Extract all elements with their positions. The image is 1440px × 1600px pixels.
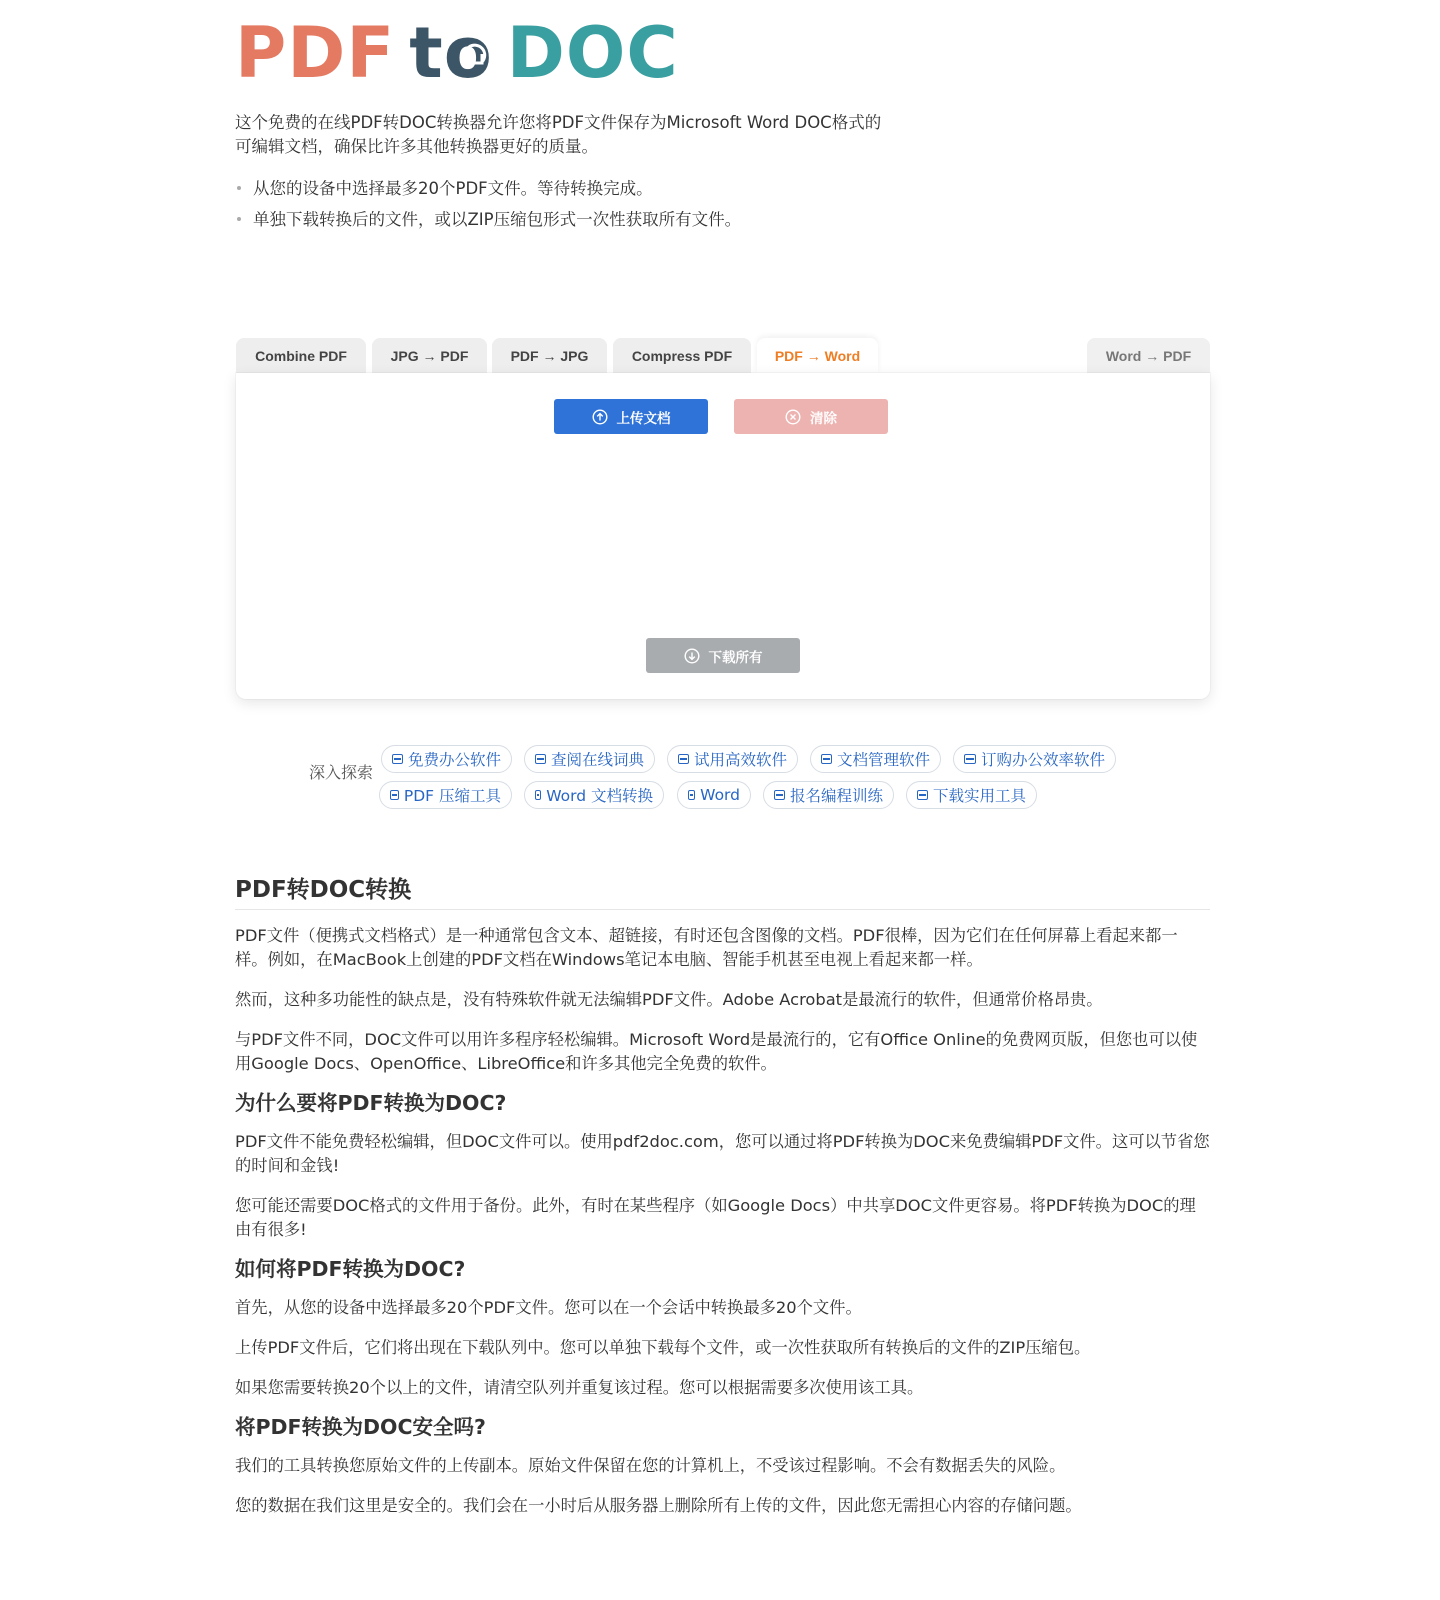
article-paragraph: 上传PDF文件后，它们将出现在下载队列中。您可以单独下载每个文件，或一次性获取所有转换后的文件的ZIP压缩包。 bbox=[235, 1338, 1091, 1357]
converter-panel bbox=[236, 373, 1210, 699]
explore-chip[interactable] bbox=[763, 781, 894, 809]
tool-tabs bbox=[236, 338, 1210, 374]
section-heading-how: 如何将PDF转换为DOC? bbox=[235, 1257, 466, 1281]
site-logo[interactable] bbox=[235, 12, 679, 94]
tab-compress-pdf[interactable]: Compress PDF bbox=[613, 338, 751, 374]
divider bbox=[235, 909, 1210, 910]
explore-chip[interactable] bbox=[810, 745, 941, 773]
article-paragraph: 如果您需要转换20个以上的文件，请清空队列并重复该过程。您可以根据需要多次使用该工具。 bbox=[235, 1378, 924, 1397]
link-icon bbox=[964, 754, 976, 764]
explore-chip[interactable] bbox=[667, 745, 798, 773]
link-icon bbox=[821, 754, 832, 764]
logo-to-label: to bbox=[409, 12, 493, 94]
link-icon bbox=[390, 790, 399, 800]
article-paragraph: 您的数据在我们这里是安全的。我们会在一小时后从服务器上删除所有上传的文件，因此您无需担心内容的存储问题。 bbox=[235, 1496, 1082, 1515]
tab-combine-pdf[interactable]: Combine PDF bbox=[236, 338, 366, 374]
explore-chip[interactable] bbox=[524, 781, 664, 809]
explore-chip-label: PDF 压缩工具 bbox=[403, 787, 501, 805]
link-icon bbox=[678, 754, 689, 764]
feature-item: 从您的设备中选择最多20个PDF文件。等待转换完成。 bbox=[235, 177, 741, 208]
link-icon bbox=[535, 790, 541, 800]
tab-jpg-to-pdf[interactable]: JPG → PDF bbox=[372, 338, 487, 374]
download-all-button-label: 下载所有 bbox=[708, 649, 763, 666]
link-icon bbox=[392, 754, 403, 764]
link-icon bbox=[688, 790, 695, 800]
explore-label: 深入探索 bbox=[309, 763, 374, 782]
logo-doc-text: DOC bbox=[506, 12, 679, 94]
explore-chip-label: 查阅在线词典 bbox=[550, 751, 644, 769]
download-icon bbox=[684, 648, 700, 664]
explore-chip-label: 文档管理软件 bbox=[836, 751, 930, 769]
article-paragraph: 我们的工具转换您原始文件的上传副本。原始文件保留在您的计算机上，不受该过程影响。不会有数据丢失的风险。 bbox=[235, 1456, 1066, 1475]
tab-pdf-to-jpg[interactable]: PDF → JPG bbox=[492, 338, 607, 374]
article-paragraph: 然而，这种多功能性的缺点是，没有特殊软件就无法编辑PDF文件。Adobe Acrobat是最流行的软件，但通常价格昂贵。 bbox=[235, 990, 1103, 1009]
link-icon bbox=[535, 754, 546, 764]
feature-list bbox=[235, 177, 741, 239]
download-all-button[interactable] bbox=[646, 638, 800, 673]
article-paragraph: 首先，从您的设备中选择最多20个PDF文件。您可以在一个会话中转换最多20个文件。 bbox=[235, 1298, 862, 1317]
explore-chip-label: 下载实用工具 bbox=[932, 787, 1026, 805]
explore-chip-label: 报名编程训练 bbox=[789, 787, 883, 805]
logo-arrow-icon bbox=[460, 40, 490, 70]
link-icon bbox=[774, 790, 785, 800]
article-paragraph: PDF文件（便携式文档格式）是一种通常包含文本、超链接，有时还包含图像的文档。PDF很棒，因为它们在任何屏幕上看起来都一样。例如，在MacBook上创建的PDF文档在Windows笔记本电脑、智能手机甚至电视上看起来都一样。 bbox=[235, 926, 1178, 969]
clear-button-label: 清除 bbox=[810, 410, 837, 427]
article-paragraph: PDF文件不能免费轻松编辑，但DOC文件可以。使用pdf2doc.com，您可以通过将PDF转换为DOC来免费编辑PDF文件。这可以节省您的时间和金钱! bbox=[235, 1132, 1210, 1175]
upload-button[interactable] bbox=[554, 399, 708, 434]
upload-button-label: 上传文档 bbox=[616, 410, 671, 427]
tab-word-to-pdf[interactable]: Word → PDF bbox=[1087, 338, 1210, 374]
explore-chip-label: Word 文档转换 bbox=[546, 787, 653, 805]
tab-pdf-to-word[interactable]: PDF → Word bbox=[757, 338, 878, 374]
section-heading-safe: 将PDF转换为DOC安全吗? bbox=[235, 1415, 486, 1439]
explore-chip-label: Word bbox=[700, 786, 740, 804]
logo-pdf-text: PDF bbox=[235, 12, 396, 94]
logo-to-text bbox=[409, 12, 493, 94]
explore-chip[interactable] bbox=[524, 745, 655, 773]
explore-chip-label: 免费办公软件 bbox=[407, 751, 501, 769]
article-paragraph: 您可能还需要DOC格式的文件用于备份。此外，有时在某些程序（如Google Docs）中共享DOC文件更容易。将PDF转换为DOC的理由有很多! bbox=[235, 1196, 1196, 1239]
clear-icon bbox=[785, 409, 801, 425]
explore-chip[interactable] bbox=[906, 781, 1037, 809]
link-icon bbox=[917, 790, 928, 800]
article bbox=[235, 874, 1210, 1518]
article-paragraph: 与PDF文件不同，DOC文件可以用许多程序轻松编辑。Microsoft Word是最流行的，它有Office Online的免费网页版，但您也可以使用Google Docs、OpenOffice、LibreOffice和许多其他完全免费的软件。 bbox=[235, 1030, 1198, 1073]
explore-chip[interactable] bbox=[381, 745, 512, 773]
intro-text: 这个免费的在线PDF转DOC转换器允许您将PDF文件保存为Microsoft Word DOC格式的可编辑文档，确保比许多其他转换器更好的质量。 bbox=[235, 113, 882, 156]
explore-chip-label: 订购办公效率软件 bbox=[980, 751, 1105, 769]
clear-button[interactable] bbox=[734, 399, 888, 434]
feature-item: 单独下载转换后的文件，或以ZIP压缩包形式一次性获取所有文件。 bbox=[235, 208, 741, 239]
explore-chip-label: 试用高效软件 bbox=[693, 751, 787, 769]
article-title: PDF转DOC转换 bbox=[235, 877, 412, 903]
explore-chip[interactable] bbox=[677, 781, 751, 809]
explore-chip[interactable] bbox=[953, 745, 1116, 773]
upload-icon bbox=[592, 409, 608, 425]
explore-chip[interactable] bbox=[379, 781, 512, 809]
section-heading-why: 为什么要将PDF转换为DOC? bbox=[235, 1091, 507, 1115]
